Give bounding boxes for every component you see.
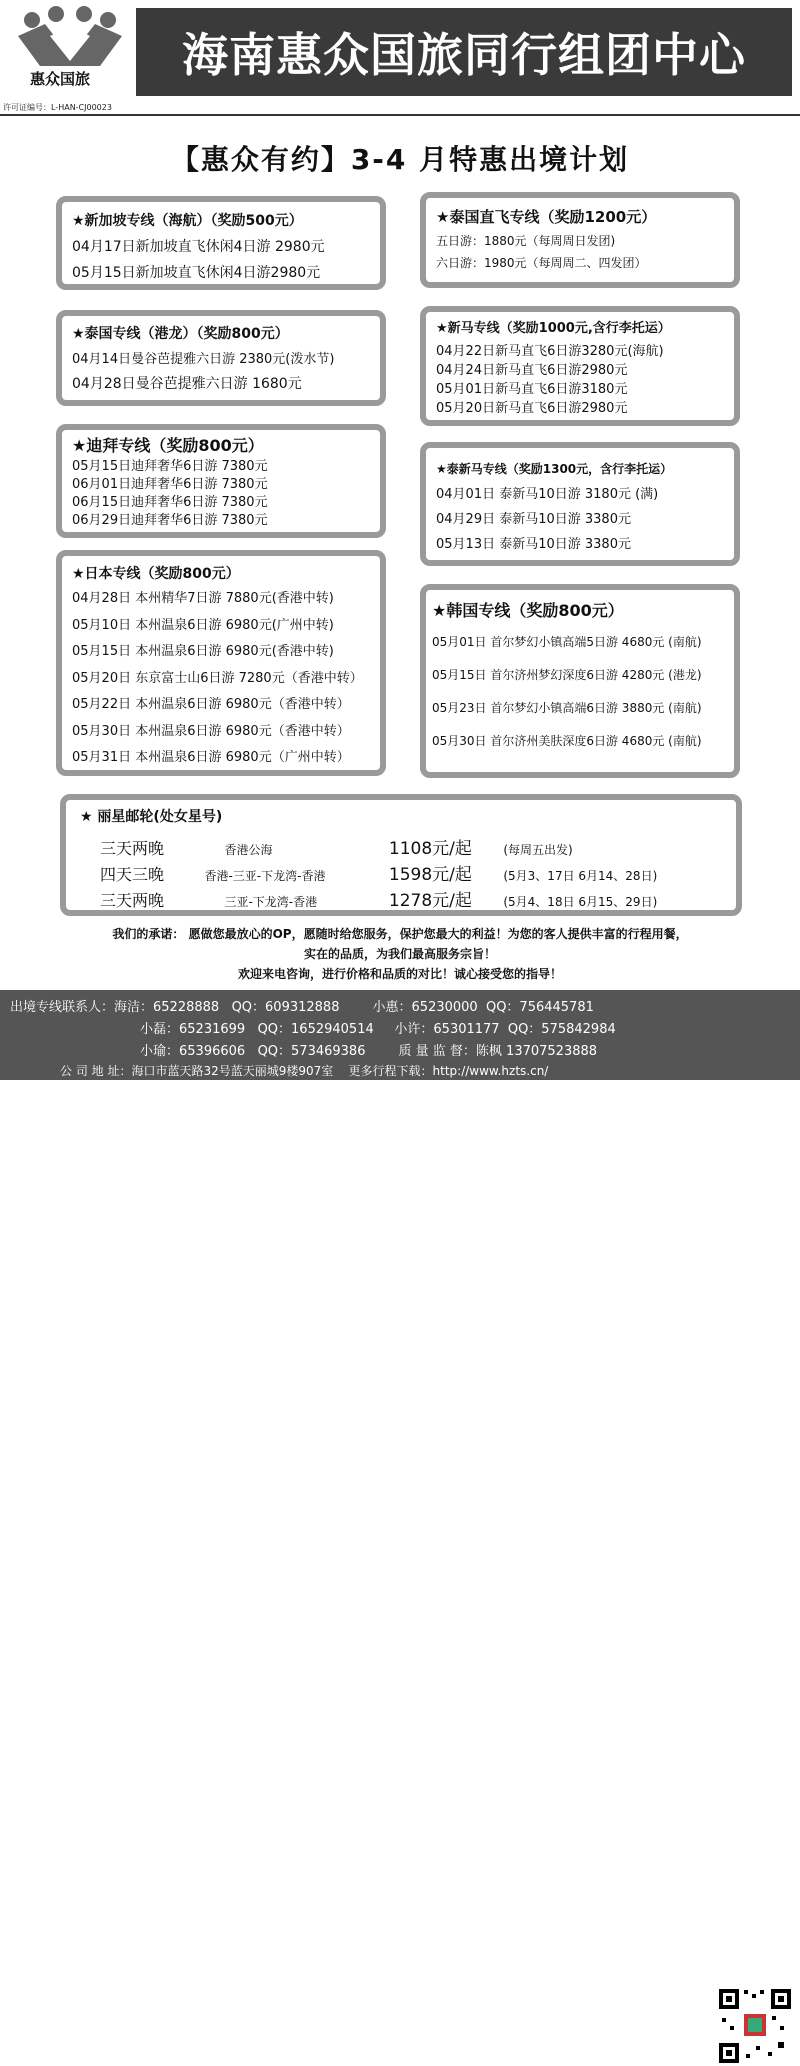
address-row: 公 司 地 址：海口市蓝天路32号蓝天丽城9楼907室 更多行程下载：http://www.hzts.cn/ [60, 1064, 549, 1078]
list-item: 05月23日 首尔梦幻小镇高端6日游 3880元 (南航) [432, 701, 702, 715]
route-heading: ★泰新马专线（奖励1300元，含行李托运） [436, 462, 673, 476]
promo-title: 【惠众有约】3-4 月特惠出境计划 [170, 143, 630, 176]
promise-line: 实在的品质，为我们最高服务宗旨！ [303, 947, 496, 961]
list-item: 05月30日 首尔济州美肤深度6日游 4680元 (南航) [432, 734, 702, 748]
service-promise [0, 924, 800, 984]
list-item: 04月29日 泰新马10日游 3380元 [436, 512, 631, 527]
contact-row: 出境专线联系人：海洁：65228888 QQ：609312888 小惠：65230000 QQ：756445781 [10, 1000, 594, 1015]
list-item: 05月01日新马直飞6日游3180元 [436, 382, 628, 397]
list-item: 04月24日新马直飞6日游2980元 [436, 363, 628, 378]
list-item: 五日游：1880元（每周周日发团) [436, 234, 616, 248]
list-item: 05月20日 东京富士山6日游 7280元（香港中转） [72, 670, 363, 686]
list-item: 05月30日 本州温泉6日游 6980元（香港中转） [72, 723, 350, 739]
cruise-days: 四天三晚 [100, 865, 165, 884]
cruise-box [60, 794, 742, 916]
list-item: 05月15日迪拜奢华6日游 7380元 [72, 459, 268, 474]
cruise-route: 三亚-下龙湾-香港 [224, 895, 318, 909]
logo-text: 惠众国旅 [30, 70, 91, 88]
license-number: 许可证编号：L-HAN-CJ00023 [3, 103, 112, 112]
route-box-thailand [56, 310, 386, 406]
cruise-price: 1278元/起 [388, 891, 472, 911]
route-box-korea [420, 584, 740, 778]
cruise-days: 三天两晚 [100, 891, 165, 910]
header [0, 0, 800, 100]
route-heading: ★新马专线（奖励1000元,含行李托运） [436, 321, 671, 336]
list-item: 06月29日迪拜奢华6日游 7380元 [72, 513, 268, 528]
list-item: 05月15日新加坡直飞休闲4日游2980元 [72, 265, 321, 281]
cruise-row [100, 860, 657, 885]
page-title: 海南惠众国旅同行组团中心 [136, 8, 792, 96]
cruise-note: (5月3、17日 6月14、28日) [503, 869, 658, 883]
cruise-note: (5月4、18日 6月15、29日) [503, 895, 658, 909]
list-item: 06月15日迪拜奢华6日游 7380元 [72, 495, 268, 510]
promise-line: 我们的承诺： 愿做您最放心的OP，愿随时给您服务，保护您最大的利益！为您的客人提供丰富的行程用餐， [112, 927, 688, 941]
cruise-price: 1108元/起 [388, 839, 472, 859]
list-item: 04月14日曼谷芭提雅六日游 2380元(泼水节) [72, 352, 335, 367]
cruise-route: 香港公海 [224, 843, 273, 857]
list-item: 05月22日 本州温泉6日游 6980元（香港中转） [72, 697, 350, 712]
route-box-singapore [56, 196, 386, 290]
promise-line: 欢迎来电咨询，进行价格和品质的对比！诚心接受您的指导！ [237, 967, 562, 981]
list-item: 04月17日新加坡直飞休闲4日游 2980元 [72, 239, 325, 255]
route-box-thailand-direct [420, 192, 740, 288]
list-item: 05月31日 本州温泉6日游 6980元（广州中转） [72, 750, 350, 765]
route-heading: ★日本专线（奖励800元） [72, 566, 240, 582]
contact-row: 小磊：65231699 QQ：1652940514 小许：65301177 QQ：575842984 [140, 1022, 616, 1037]
route-heading: ★韩国专线（奖励800元） [432, 601, 624, 620]
route-heading: ★泰国直飞专线（奖励1200元） [436, 208, 657, 226]
list-item: 04月01日 泰新马10日游 3180元 (满) [436, 487, 659, 502]
list-item: 05月10日 本州温泉6日游 6980元(广州中转) [72, 617, 334, 633]
list-item: 04月28日曼谷芭提雅六日游 1680元 [72, 376, 302, 392]
route-heading: ★新加坡专线（海航）（奖励500元） [72, 213, 303, 229]
route-box-dubai [56, 424, 386, 538]
route-box-thai-sin-mal [420, 442, 740, 566]
route-box-japan [56, 550, 386, 776]
contact-footer [0, 990, 800, 1080]
list-item: 04月28日 本州精华7日游 7880元(香港中转) [72, 591, 334, 606]
cruise-heading: ★ 丽星邮轮(处女星号) [80, 809, 223, 825]
list-item: 05月13日 泰新马10日游 3380元 [436, 537, 631, 552]
cruise-route: 香港-三亚-下龙湾-香港 [204, 869, 326, 883]
route-heading: ★迪拜专线（奖励800元） [72, 436, 264, 455]
list-item: 05月15日 首尔济州梦幻深度6日游 4280元 (港龙) [432, 668, 702, 682]
divider [0, 114, 800, 116]
list-item: 05月01日 首尔梦幻小镇高端5日游 4680元 (南航) [432, 635, 702, 649]
cruise-price: 1598元/起 [388, 865, 472, 885]
route-box-sin-mal [420, 306, 740, 426]
list-item: 六日游：1980元（每周周二、四发团） [436, 256, 647, 270]
cruise-row [100, 886, 657, 911]
route-heading: ★泰国专线（港龙）（奖励800元） [72, 326, 289, 342]
qr-code-icon [716, 1986, 794, 2066]
list-item: 05月15日 本州温泉6日游 6980元(香港中转) [72, 644, 334, 659]
cruise-row [100, 834, 573, 859]
list-item: 06月01日迪拜奢华6日游 7380元 [72, 477, 268, 492]
contact-row: 小瑜：65396606 QQ：573469386 质 量 监 督：陈枫 13707523888 [140, 1044, 598, 1059]
list-item: 04月22日新马直飞6日游3280元(海航) [436, 344, 664, 359]
list-item: 05月20日新马直飞6日游2980元 [436, 401, 628, 416]
cruise-note: (每周五出发) [503, 843, 573, 857]
cruise-days: 三天两晚 [100, 839, 165, 858]
